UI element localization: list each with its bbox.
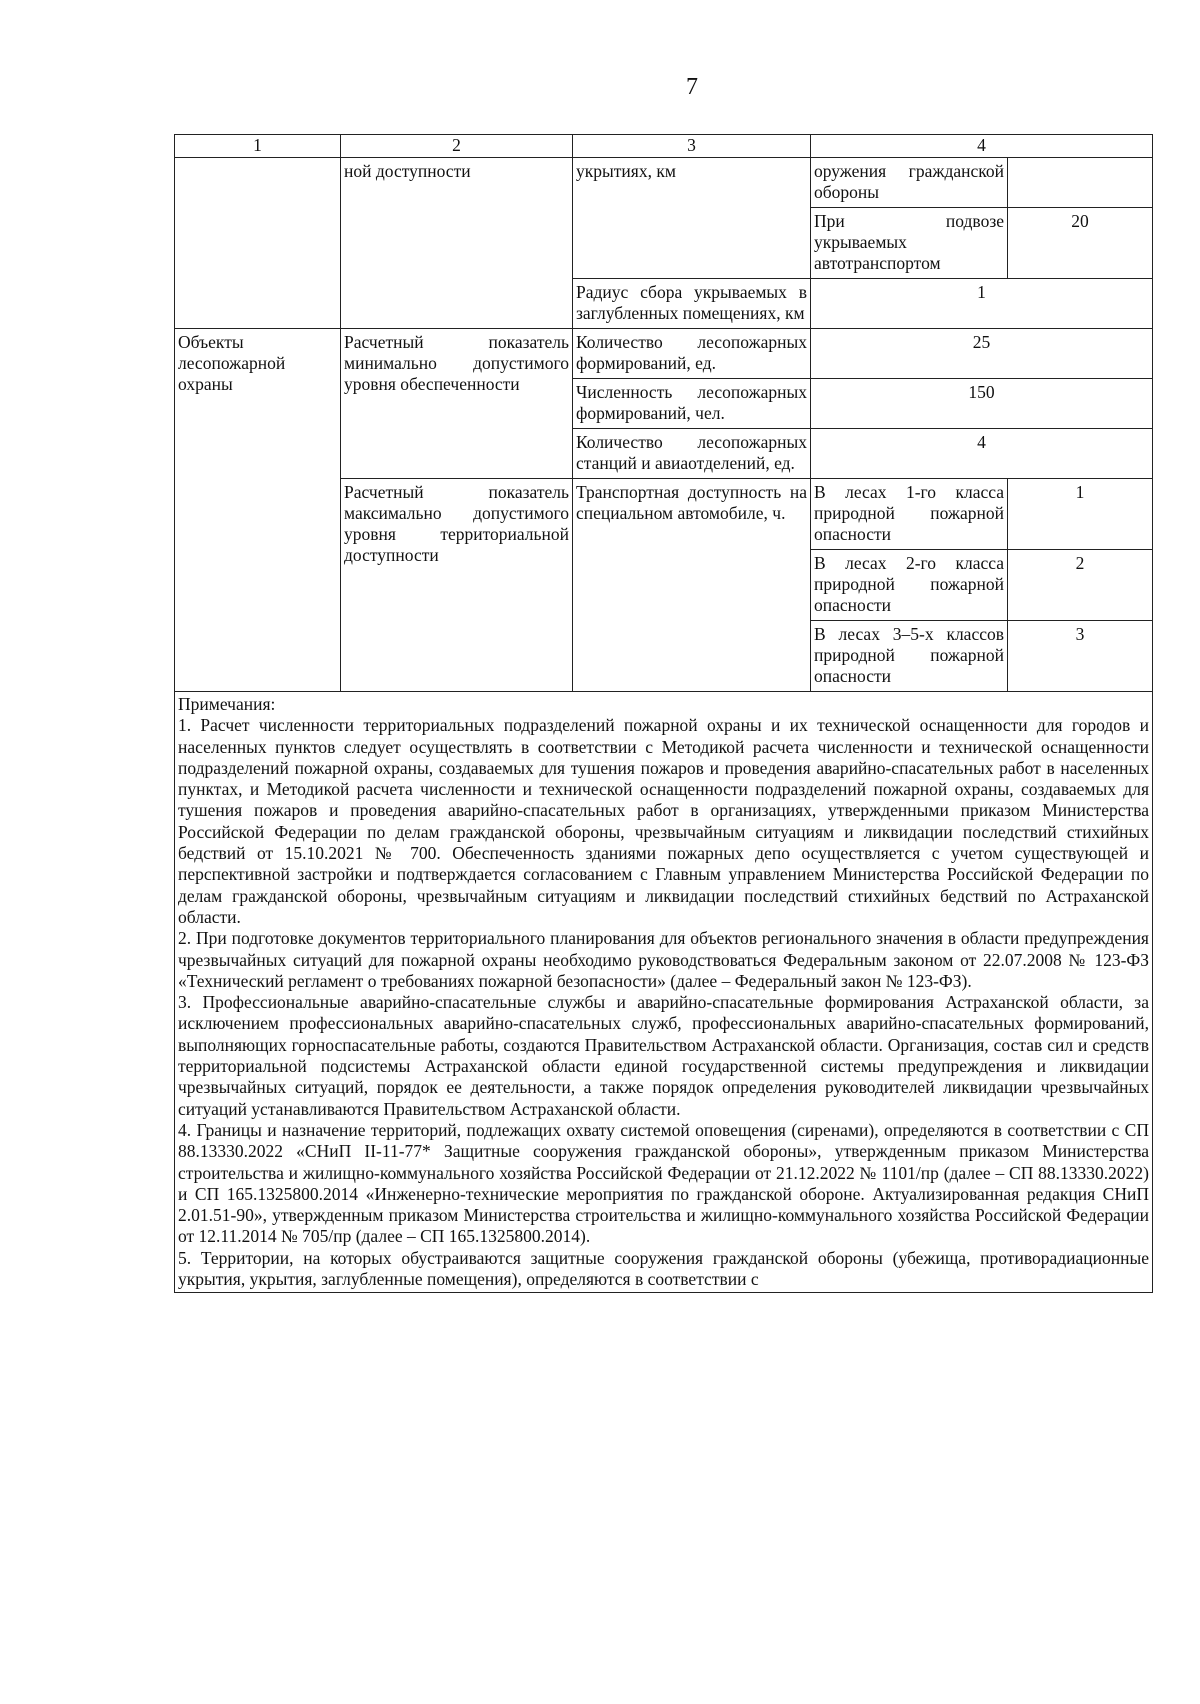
forest-indicator-min: Расчетный показатель минимально допустимого уровня обеспеченности bbox=[341, 329, 573, 479]
column-header-2: 2 bbox=[341, 135, 573, 158]
shelter-sublabel-2: При подвозе укрываемых автотранспортом bbox=[811, 208, 1008, 279]
forest-class-value: 3 bbox=[1008, 621, 1153, 692]
forest-row-label: Численность лесопожарных формирований, чел. bbox=[573, 379, 811, 429]
table-header-row bbox=[175, 135, 1153, 158]
shelter-subvalue-1 bbox=[1008, 158, 1153, 208]
cont-object-cell bbox=[175, 158, 341, 329]
page-number: 7 bbox=[686, 74, 698, 100]
table-row bbox=[175, 158, 1153, 208]
cont-parameter-cell: укрытиях, км bbox=[573, 158, 811, 279]
note-item: 3. Профессиональные аварийно-спасательные службы и аварийно-спасательные формирования Астраханской области, за исключением профессиональных аварийно-спасательных служб, профессиональных аварийно-спасательных формирований, выполняющих горноспасательные работы, создаются Правительством Астраханской области. Организация, состав сил и средств территориальной подсистемы Астраханской области единой государственной системы предупреждения и ликвидации чрезвычайных ситуаций, порядок ее деятельности, а также порядок определения руководителей ликвидации чрезвычайных ситуаций устанавливаются Правительством Астраханской области. bbox=[178, 992, 1149, 1119]
forest-class-label: В лесах 3–5-х классов природной пожарной опасности bbox=[811, 621, 1008, 692]
forest-class-label: В лесах 2-го класса природной пожарной опасности bbox=[811, 550, 1008, 621]
forest-class-value: 1 bbox=[1008, 479, 1153, 550]
radius-label: Радиус сбора укрываемых в заглубленных помещениях, км bbox=[573, 279, 811, 329]
note-item: 1. Расчет численности территориальных подразделений пожарной охраны и их технической оснащенности для городов и населенных пунктов следует осуществлять в соответствии с Методикой расчета численности и технической оснащенности подразделений пожарной охраны, создаваемых для тушения пожаров и проведения аварийно-спасательных работ в населенных пунктах, и Методикой расчета численности и технической оснащенности подразделений пожарной охраны, создаваемых для тушения пожаров и проведения аварийно-спасательных работ в организациях, утвержденными приказом Министерства Российской Федерации по делам гражданской обороны, чрезвычайным ситуациям и ликвидации последствий стихийных бедствий от 15.10.2021 № 700. Обеспеченность зданиями пожарных депо осуществляется с учетом существующей и перспективной застройки и подтверждается согласованием с Главным управлением Министерства Российской Федерации по делам гражданской обороны, чрезвычайным ситуациям и ликвидации последствий стихийных бедствий по Астраханской области. bbox=[178, 715, 1149, 927]
transport-access-cell: Транспортная доступность на специальном автомобиле, ч. bbox=[573, 479, 811, 692]
note-item: 2. При подготовке документов территориального планирования для объектов регионального значения в области предупреждения чрезвычайных ситуаций для пожарной охраны необходимо руководствоваться Федеральным законом от 22.07.2008 № 123-ФЗ «Технический регламент о требованиях пожарной безопасности» (далее – Федеральный закон № 123-ФЗ). bbox=[178, 928, 1149, 991]
forest-class-label: В лесах 1-го класса природной пожарной опасности bbox=[811, 479, 1008, 550]
forest-row-label: Количество лесопожарных станций и авиаотделений, ед. bbox=[573, 429, 811, 479]
forest-indicator-max: Расчетный показатель максимально допустимого уровня территориальной доступности bbox=[341, 479, 573, 692]
notes-cell bbox=[175, 692, 1153, 1293]
forest-class-value: 2 bbox=[1008, 550, 1153, 621]
shelter-sublabel-1: оружения гражданской обороны bbox=[811, 158, 1008, 208]
forest-object-cell: Объекты лесопожарной охраны bbox=[175, 329, 341, 692]
notes-title: Примечания: bbox=[178, 694, 276, 714]
radius-value: 1 bbox=[811, 279, 1153, 329]
forest-row-value: 25 bbox=[811, 329, 1153, 379]
forest-row-label: Количество лесопожарных формирований, ед. bbox=[573, 329, 811, 379]
requirements-table bbox=[174, 134, 1153, 1293]
note-item: 5. Территории, на которых обустраиваются защитные сооружения гражданской обороны (убежища, противорадиационные укрытия, укрытия, заглубленные помещения), определяются в соответствии с bbox=[178, 1247, 1149, 1290]
column-header-3: 3 bbox=[573, 135, 811, 158]
column-header-1: 1 bbox=[175, 135, 341, 158]
notes-row bbox=[175, 692, 1153, 1293]
shelter-subvalue-2: 20 bbox=[1008, 208, 1153, 279]
forest-row-value: 4 bbox=[811, 429, 1153, 479]
column-header-4: 4 bbox=[811, 135, 1153, 158]
table-row bbox=[175, 329, 1153, 379]
note-item: 4. Границы и назначение территорий, подлежащих охвату системой оповещения (сиренами), определяются в соответствии с СП 88.13330.2022 «СНиП II-11-77* Защитные сооружения гражданской обороны», утвержденным приказом Министерства строительства и жилищно-коммунального хозяйства Российской Федерации от 21.12.2022 № 1101/пр (далее – СП 88.13330.2022) и СП 165.1325800.2014 «Инженерно-технические мероприятия по гражданской обороне. Актуализированная редакция СНиП 2.01.51-90», утвержденным приказом Министерства строительства и жилищно-коммунального хозяйства Российской Федерации от 12.11.2014 № 705/пр (далее – СП 165.1325800.2014). bbox=[178, 1119, 1149, 1247]
forest-row-value: 150 bbox=[811, 379, 1153, 429]
cont-indicator-cell: ной доступности bbox=[341, 158, 573, 329]
